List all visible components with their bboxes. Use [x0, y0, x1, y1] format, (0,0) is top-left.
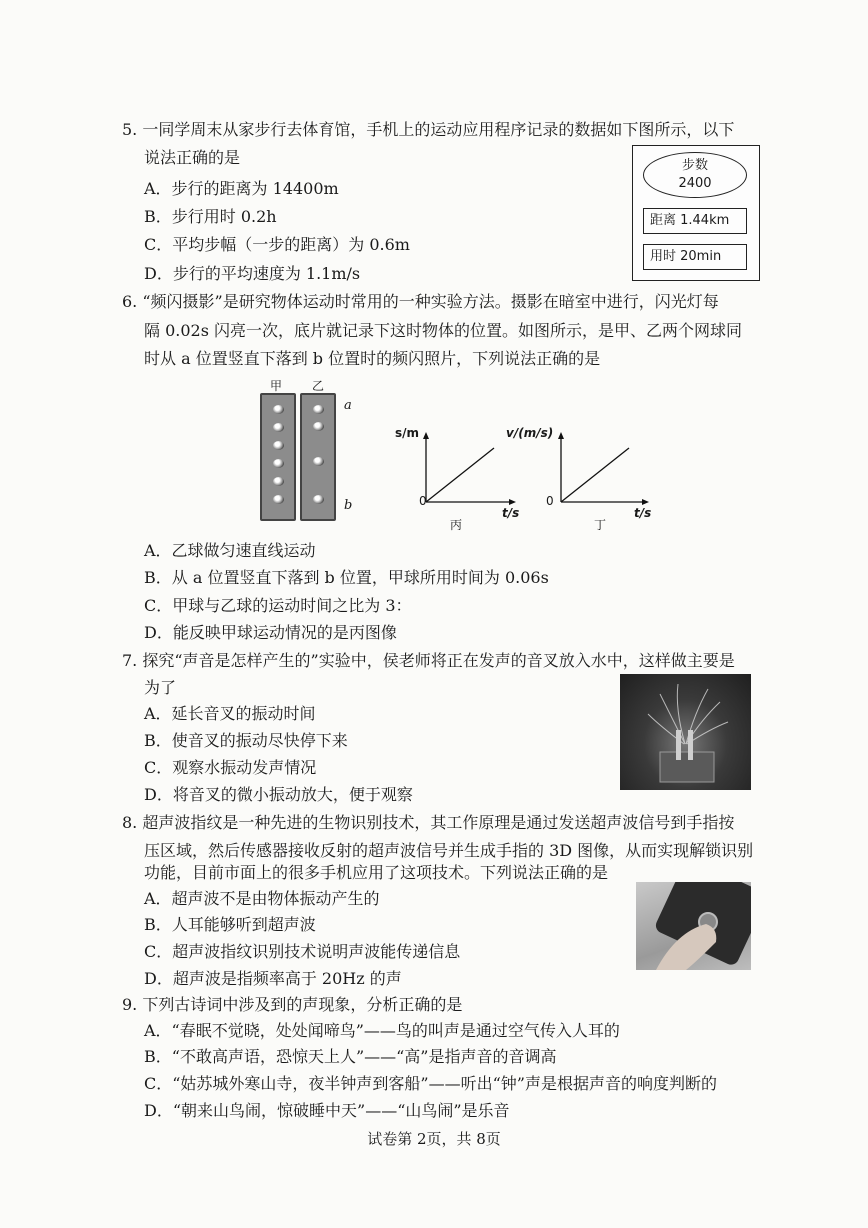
strip-label-jia: 甲 — [270, 379, 283, 393]
q5-stem-line1: 5. 一同学周末从家步行去体育馆，手机上的运动应用程序记录的数据如下图所示，以下 — [122, 120, 735, 139]
ball-jia-3 — [273, 441, 284, 450]
q6-option-d: D．能反映甲球运动情况的是丙图像 — [144, 623, 397, 642]
time-box: 用时 20min — [643, 244, 747, 270]
graph-bing-xlabel: t/s — [502, 506, 520, 520]
q6-stem-line2: 隔 0.02s 闪亮一次，底片就记录下这时物体的位置。如图所示，是甲、乙两个网球同 — [144, 321, 743, 340]
graph-bing-y-arrow — [423, 432, 429, 439]
graph-bing-origin: 0 — [419, 494, 427, 508]
q7-stem-line1: 7. 探究“声音是怎样产生的”实验中，侯老师将正在发声的音叉放入水中，这样做主要是 — [122, 651, 735, 670]
ball-yi-4 — [313, 495, 324, 504]
fitness-app-widget — [632, 145, 760, 281]
q7-option-a: A．延长音叉的振动时间 — [144, 704, 316, 723]
ball-jia-5 — [273, 477, 284, 486]
ball-yi-2 — [313, 422, 324, 431]
q8-stem-line2: 压区域，然后传感器接收反射的超声波信号并生成手指的 3D 图像，从而实现解锁识别 — [144, 841, 754, 860]
graph-bing — [424, 432, 516, 508]
q6-option-b: B．从 a 位置竖直下落到 b 位置，甲球所用时间为 0.06s — [144, 568, 549, 587]
ball-yi-3 — [313, 457, 324, 466]
ball-yi-1 — [313, 405, 324, 414]
q5-option-c: C．平均步幅（一步的距离）为 0.6m — [144, 235, 410, 254]
graph-ding-ylabel: v/(m/s) — [506, 426, 554, 440]
q8-stem-line3: 功能，目前市面上的很多手机应用了这项技术。下列说法正确的是 — [144, 863, 609, 882]
q9-option-a: A．“春眠不觉晓，处处闻啼鸟”——鸟的叫声是通过空气传入人耳的 — [144, 1021, 620, 1040]
q5-option-d: D．步行的平均速度为 1.1m/s — [144, 264, 361, 283]
graph-bing-x-arrow — [509, 499, 516, 505]
q6-option-c: C．甲球与乙球的运动时间之比为 3： — [144, 596, 412, 615]
q6-option-a: A．乙球做匀速直线运动 — [144, 541, 316, 560]
strobe-strip-jia — [260, 393, 296, 521]
strip-label-yi: 乙 — [312, 379, 325, 393]
q5-option-a: A．步行的距离为 14400m — [144, 179, 339, 198]
q7-option-b: B．使音叉的振动尽快停下来 — [144, 731, 348, 750]
strobe-strip-yi — [300, 393, 336, 521]
steps-label: 步数 — [681, 158, 708, 173]
graph-ding-caption: 丁 — [594, 518, 607, 532]
q8-option-a: A．超声波不是由物体振动产生的 — [144, 889, 380, 908]
graph-bing-line — [426, 448, 494, 502]
position-a-label: a — [344, 398, 352, 413]
q8-option-b: B．人耳能够听到超声波 — [144, 915, 316, 934]
q7-stem-line2: 为了 — [144, 678, 177, 697]
ball-jia-2 — [273, 423, 284, 432]
q9-option-c: C．“姑苏城外寒山寺，夜半钟声到客船”——听出“钟”声是根据声音的响度判断的 — [144, 1074, 717, 1093]
q7-option-c: C．观察水振动发声情况 — [144, 758, 317, 777]
q5-option-b: B．步行用时 0.2h — [144, 207, 277, 226]
graph-ding-y-arrow — [558, 432, 564, 439]
graph-bing-ylabel: s/m — [395, 426, 420, 440]
fingerprint-phone-photo — [636, 882, 751, 970]
q8-option-d: D．超声波是指频率高于 20Hz 的声 — [144, 969, 402, 988]
graph-bing-caption: 丙 — [450, 518, 463, 532]
ball-jia-4 — [273, 459, 284, 468]
graph-ding-x-arrow — [642, 499, 649, 505]
steps-value: 2400 — [678, 176, 712, 191]
graph-ding — [559, 432, 649, 508]
graph-ding-line — [561, 448, 629, 502]
q8-stem-line1: 8. 超声波指纹是一种先进的生物识别技术，其工作原理是通过发送超声波信号到手指按 — [122, 813, 735, 832]
distance-box: 距离 1.44km — [643, 208, 747, 234]
q8-option-c: C．超声波指纹识别技术说明声波能传递信息 — [144, 942, 461, 961]
q9-stem-line1: 9. 下列古诗词中涉及到的声现象，分析正确的是 — [122, 995, 463, 1014]
tuning-fork-water-photo — [620, 674, 751, 790]
q7-option-d: D．将音叉的微小振动放大，便于观察 — [144, 785, 413, 804]
graph-ding-origin: 0 — [546, 494, 554, 508]
page-footer: 试卷第 2页，共 8页 — [367, 1130, 501, 1148]
ball-jia-6 — [273, 495, 284, 504]
position-b-label: b — [344, 498, 353, 513]
graph-ding-xlabel: t/s — [634, 506, 652, 520]
q6-stem-line1: 6. “频闪摄影”是研究物体运动时常用的一种实验方法。摄影在暗室中进行，闪光灯每 — [122, 292, 719, 311]
q9-option-d: D．“朝来山鸟闹，惊破睡中天”——“山鸟闹”是乐音 — [144, 1101, 510, 1120]
q5-stem-line2: 说法正确的是 — [144, 148, 241, 167]
q6-stem-line3: 时从 a 位置竖直下落到 b 位置时的频闪照片，下列说法正确的是 — [144, 349, 601, 368]
q9-option-b: B．“不敢高声语，恐惊天上人”——“高”是指声音的音调高 — [144, 1047, 557, 1066]
steps-ellipse — [643, 152, 747, 198]
ball-jia-1 — [273, 405, 284, 414]
